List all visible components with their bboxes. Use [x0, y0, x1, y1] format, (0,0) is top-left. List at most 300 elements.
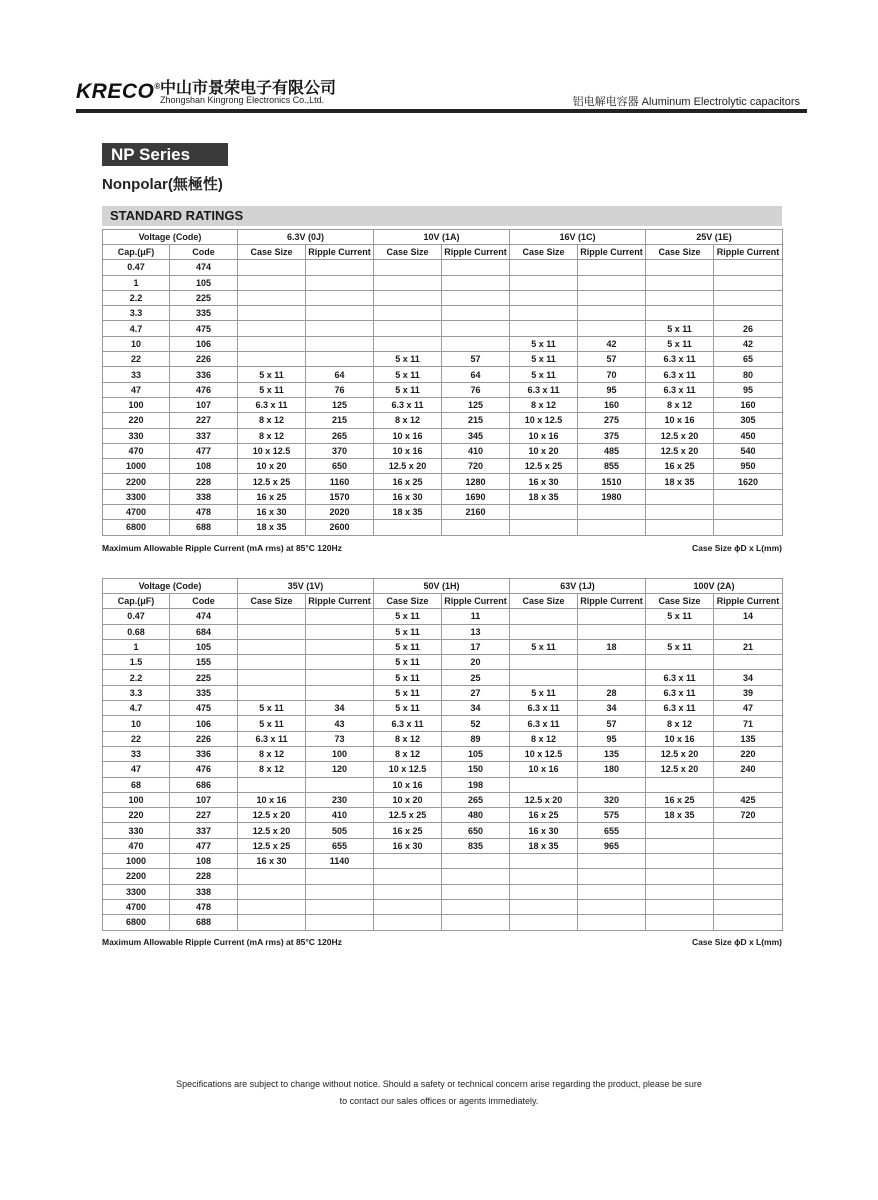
- cap-header: Cap.(μF): [103, 594, 170, 609]
- case-size-cell: 12.5 x 20: [374, 459, 442, 474]
- table-row: [103, 474, 783, 489]
- ripple-current-cell: [714, 838, 783, 853]
- case-size-note: Case Size ϕD x L(mm): [692, 937, 782, 947]
- case-size-cell: 6.3 x 11: [238, 731, 306, 746]
- case-size-cell: 12.5 x 25: [238, 474, 306, 489]
- voltage-header: 63V (1J): [510, 579, 646, 594]
- case-size-cell: 6.3 x 11: [374, 716, 442, 731]
- ripple-current-cell: [578, 670, 646, 685]
- ripple-current-cell: 42: [714, 336, 783, 351]
- ripple-current-cell: [306, 321, 374, 336]
- case-size-cell: 16 x 25: [646, 459, 714, 474]
- ratings-body: [103, 609, 783, 930]
- cap-cell: 2200: [103, 474, 170, 489]
- table-row: [103, 854, 783, 869]
- ripple-current-cell: 1510: [578, 474, 646, 489]
- case-size-cell: [646, 306, 714, 321]
- case-size-cell: [646, 854, 714, 869]
- code-header: Code: [170, 245, 238, 260]
- case-size-cell: 5 x 11: [510, 367, 578, 382]
- case-size-cell: [238, 685, 306, 700]
- code-cell: 225: [170, 290, 238, 305]
- case-size-cell: [238, 290, 306, 305]
- case-size-cell: [238, 336, 306, 351]
- code-cell: 336: [170, 746, 238, 761]
- ripple-current-cell: 950: [714, 459, 783, 474]
- ripple-current-header: Ripple Current: [306, 245, 374, 260]
- case-size-cell: 5 x 11: [238, 716, 306, 731]
- ripple-current-cell: 375: [578, 428, 646, 443]
- case-size-cell: 12.5 x 20: [238, 808, 306, 823]
- case-size-cell: 12.5 x 25: [238, 838, 306, 853]
- ripple-current-cell: [714, 915, 783, 930]
- ripple-current-cell: 57: [578, 352, 646, 367]
- section-heading: STANDARD RATINGS: [102, 206, 782, 226]
- code-cell: 684: [170, 624, 238, 639]
- series-title: NP Series: [102, 143, 228, 166]
- voltage-header: 10V (1A): [374, 230, 510, 245]
- ripple-current-cell: [442, 869, 510, 884]
- ripple-current-cell: [714, 777, 783, 792]
- case-size-cell: [646, 520, 714, 535]
- ripple-current-cell: 835: [442, 838, 510, 853]
- ripple-current-cell: 1280: [442, 474, 510, 489]
- case-size-cell: [374, 884, 442, 899]
- ripple-current-cell: [714, 884, 783, 899]
- code-cell: 477: [170, 838, 238, 853]
- ripple-current-cell: [442, 915, 510, 930]
- cap-cell: 6800: [103, 520, 170, 535]
- ripple-current-cell: 17: [442, 639, 510, 654]
- ripple-current-cell: [442, 290, 510, 305]
- ripple-current-cell: [306, 639, 374, 654]
- cap-cell: 33: [103, 367, 170, 382]
- cap-cell: 33: [103, 746, 170, 761]
- ripple-current-cell: 965: [578, 838, 646, 853]
- disclaimer-line-2: to contact our sales offices or agents immediately.: [339, 1096, 539, 1106]
- code-cell: 228: [170, 474, 238, 489]
- company-name-cn: 中山市景荣电子有限公司: [160, 80, 337, 97]
- ripple-current-cell: 265: [442, 792, 510, 807]
- ripple-current-cell: 65: [714, 352, 783, 367]
- code-cell: 337: [170, 428, 238, 443]
- case-size-header: Case Size: [374, 594, 442, 609]
- ripple-current-cell: 1160: [306, 474, 374, 489]
- ripple-current-cell: 450: [714, 428, 783, 443]
- ripple-current-cell: [714, 306, 783, 321]
- ripple-current-cell: [442, 260, 510, 275]
- table-row: [103, 520, 783, 535]
- code-cell: 688: [170, 520, 238, 535]
- ripple-current-cell: 76: [306, 382, 374, 397]
- case-size-cell: [238, 306, 306, 321]
- voltage-code-header: Voltage (Code): [103, 230, 238, 245]
- case-size-cell: [374, 275, 442, 290]
- ripple-current-cell: 540: [714, 443, 783, 458]
- table-row: [103, 915, 783, 930]
- case-size-header: Case Size: [646, 594, 714, 609]
- ripple-current-cell: [714, 489, 783, 504]
- ripple-current-cell: 14: [714, 609, 783, 624]
- case-size-cell: [374, 915, 442, 930]
- code-cell: 106: [170, 716, 238, 731]
- table-row: [103, 505, 783, 520]
- case-size-cell: 10 x 20: [374, 792, 442, 807]
- case-size-cell: 16 x 30: [374, 838, 442, 853]
- case-size-cell: [238, 260, 306, 275]
- case-size-cell: 5 x 11: [238, 382, 306, 397]
- case-size-header: Case Size: [510, 594, 578, 609]
- case-size-cell: 8 x 12: [646, 397, 714, 412]
- ripple-current-cell: 95: [578, 382, 646, 397]
- ripple-current-cell: 320: [578, 792, 646, 807]
- ripple-current-cell: 43: [306, 716, 374, 731]
- ripple-current-cell: 1690: [442, 489, 510, 504]
- case-size-cell: [238, 609, 306, 624]
- case-size-cell: [238, 624, 306, 639]
- ripple-current-cell: 305: [714, 413, 783, 428]
- cap-cell: 1: [103, 639, 170, 654]
- ripple-current-cell: 650: [442, 823, 510, 838]
- table-row: [103, 275, 783, 290]
- case-size-cell: 10 x 12.5: [238, 443, 306, 458]
- ripple-current-cell: [442, 854, 510, 869]
- ripple-current-cell: 160: [714, 397, 783, 412]
- cap-cell: 0.68: [103, 624, 170, 639]
- code-cell: 226: [170, 352, 238, 367]
- ripple-current-cell: 70: [578, 367, 646, 382]
- code-cell: 478: [170, 899, 238, 914]
- case-size-cell: [510, 260, 578, 275]
- case-size-cell: [510, 854, 578, 869]
- code-cell: 228: [170, 869, 238, 884]
- ripple-current-cell: 215: [442, 413, 510, 428]
- ripple-current-cell: [578, 777, 646, 792]
- case-size-cell: [510, 899, 578, 914]
- ripple-current-cell: 220: [714, 746, 783, 761]
- ripple-current-cell: 1620: [714, 474, 783, 489]
- case-size-cell: 16 x 30: [374, 489, 442, 504]
- page-header: [76, 74, 806, 114]
- cap-cell: 3300: [103, 884, 170, 899]
- case-size-cell: 18 x 35: [510, 838, 578, 853]
- case-size-header: Case Size: [238, 245, 306, 260]
- disclaimer-line-1: Specifications are subject to change without notice. Should a safety or technical concern arise regarding the product, please be sure: [176, 1079, 702, 1089]
- cap-cell: 4.7: [103, 321, 170, 336]
- case-size-cell: 6.3 x 11: [646, 352, 714, 367]
- case-size-cell: 12.5 x 20: [646, 443, 714, 458]
- cap-cell: 100: [103, 397, 170, 412]
- code-cell: 227: [170, 413, 238, 428]
- ripple-current-cell: 26: [714, 321, 783, 336]
- ripple-note: Maximum Allowable Ripple Current (mA rms) at 85°C 120Hz: [102, 937, 342, 947]
- ripple-current-cell: [306, 869, 374, 884]
- case-size-cell: 18 x 35: [374, 505, 442, 520]
- ripple-current-cell: [714, 505, 783, 520]
- series-subtitle: Nonpolar(無極性): [102, 176, 223, 193]
- table-row: [103, 428, 783, 443]
- ripple-note: Maximum Allowable Ripple Current (mA rms) at 85°C 120Hz: [102, 543, 342, 553]
- case-size-cell: [510, 670, 578, 685]
- table-row: [103, 260, 783, 275]
- ripple-current-header: Ripple Current: [306, 594, 374, 609]
- case-size-cell: [238, 321, 306, 336]
- ripple-current-cell: 655: [578, 823, 646, 838]
- code-cell: 155: [170, 655, 238, 670]
- case-size-cell: 5 x 11: [374, 685, 442, 700]
- case-size-cell: 10 x 12.5: [374, 762, 442, 777]
- case-size-cell: 18 x 35: [510, 489, 578, 504]
- case-size-cell: [374, 321, 442, 336]
- table-row: [103, 443, 783, 458]
- ripple-current-cell: 80: [714, 367, 783, 382]
- ripple-current-cell: 135: [578, 746, 646, 761]
- ripple-current-cell: 720: [714, 808, 783, 823]
- ripple-current-cell: [306, 290, 374, 305]
- ripple-current-cell: [306, 260, 374, 275]
- ripple-current-cell: 39: [714, 685, 783, 700]
- case-size-cell: 8 x 12: [646, 716, 714, 731]
- case-size-cell: 5 x 11: [510, 685, 578, 700]
- case-size-cell: [510, 915, 578, 930]
- case-size-cell: 5 x 11: [646, 639, 714, 654]
- ripple-current-cell: 2160: [442, 505, 510, 520]
- ripple-current-cell: 47: [714, 701, 783, 716]
- ripple-current-cell: [714, 260, 783, 275]
- case-size-cell: [374, 290, 442, 305]
- ripple-current-cell: [442, 275, 510, 290]
- case-size-cell: 12.5 x 20: [646, 746, 714, 761]
- cap-cell: 4700: [103, 899, 170, 914]
- ripple-current-cell: 425: [714, 792, 783, 807]
- case-size-cell: 10 x 16: [374, 777, 442, 792]
- case-size-cell: [510, 624, 578, 639]
- ripple-current-cell: 240: [714, 762, 783, 777]
- ripple-current-cell: [578, 275, 646, 290]
- ripple-current-cell: [306, 306, 374, 321]
- ripple-current-cell: 275: [578, 413, 646, 428]
- code-header: Code: [170, 594, 238, 609]
- case-size-header: Case Size: [374, 245, 442, 260]
- case-size-cell: 5 x 11: [374, 670, 442, 685]
- case-size-cell: 8 x 12: [374, 731, 442, 746]
- cap-cell: 68: [103, 777, 170, 792]
- case-size-cell: 5 x 11: [374, 639, 442, 654]
- case-size-cell: 10 x 16: [374, 443, 442, 458]
- ripple-current-cell: 575: [578, 808, 646, 823]
- ripple-current-cell: 345: [442, 428, 510, 443]
- table-row: [103, 670, 783, 685]
- ripple-current-cell: 34: [714, 670, 783, 685]
- code-cell: 474: [170, 609, 238, 624]
- ripple-current-cell: 71: [714, 716, 783, 731]
- code-cell: 108: [170, 854, 238, 869]
- case-size-cell: [646, 899, 714, 914]
- case-size-cell: [510, 505, 578, 520]
- case-size-cell: 12.5 x 20: [646, 428, 714, 443]
- code-cell: 225: [170, 670, 238, 685]
- ripple-current-cell: 720: [442, 459, 510, 474]
- ripple-current-cell: 2020: [306, 505, 374, 520]
- table-row: [103, 808, 783, 823]
- cap-cell: 470: [103, 838, 170, 853]
- table-row: [103, 336, 783, 351]
- ripple-current-cell: [578, 655, 646, 670]
- ripple-current-cell: [306, 915, 374, 930]
- table-row: [103, 869, 783, 884]
- table-row: [103, 397, 783, 412]
- case-size-cell: 8 x 12: [510, 397, 578, 412]
- ripple-current-cell: [578, 915, 646, 930]
- case-size-cell: [646, 260, 714, 275]
- ripple-current-cell: 34: [578, 701, 646, 716]
- cap-cell: 2.2: [103, 670, 170, 685]
- ripple-current-cell: [306, 685, 374, 700]
- ripple-current-cell: 215: [306, 413, 374, 428]
- cap-header: Cap.(μF): [103, 245, 170, 260]
- ripple-current-cell: 505: [306, 823, 374, 838]
- ripple-current-cell: [578, 306, 646, 321]
- case-size-cell: [374, 336, 442, 351]
- table-row: [103, 777, 783, 792]
- case-size-cell: 8 x 12: [238, 746, 306, 761]
- cap-cell: 1000: [103, 459, 170, 474]
- case-size-cell: [510, 306, 578, 321]
- ripple-current-cell: [442, 520, 510, 535]
- case-size-cell: 5 x 11: [510, 336, 578, 351]
- cap-cell: 6800: [103, 915, 170, 930]
- code-cell: 227: [170, 808, 238, 823]
- cap-cell: 330: [103, 823, 170, 838]
- case-size-cell: [510, 609, 578, 624]
- voltage-code-header: Voltage (Code): [103, 579, 238, 594]
- code-cell: 338: [170, 489, 238, 504]
- ripple-current-cell: [714, 520, 783, 535]
- ripple-current-cell: [442, 884, 510, 899]
- ripple-current-cell: 370: [306, 443, 374, 458]
- case-size-cell: 10 x 12.5: [510, 413, 578, 428]
- case-size-cell: 5 x 11: [510, 639, 578, 654]
- cap-cell: 2.2: [103, 290, 170, 305]
- code-cell: 688: [170, 915, 238, 930]
- case-size-cell: 8 x 12: [510, 731, 578, 746]
- case-size-cell: [510, 290, 578, 305]
- table-row: [103, 367, 783, 382]
- case-size-cell: [646, 915, 714, 930]
- ripple-current-cell: [306, 899, 374, 914]
- case-size-cell: [238, 275, 306, 290]
- ripple-current-cell: [578, 624, 646, 639]
- ratings-body: [103, 260, 783, 535]
- product-category: 铝电解电容器 Aluminum Electrolytic capacitors: [572, 96, 800, 108]
- case-size-cell: 6.3 x 11: [238, 397, 306, 412]
- case-size-cell: 18 x 35: [238, 520, 306, 535]
- code-cell: 105: [170, 639, 238, 654]
- table-row: [103, 838, 783, 853]
- case-size-cell: 10 x 12.5: [510, 746, 578, 761]
- ripple-current-cell: [714, 899, 783, 914]
- ripple-current-header: Ripple Current: [442, 594, 510, 609]
- cap-cell: 22: [103, 352, 170, 367]
- case-size-cell: [374, 899, 442, 914]
- case-size-cell: 10 x 16: [510, 762, 578, 777]
- cap-cell: 47: [103, 382, 170, 397]
- ripple-current-cell: 64: [306, 367, 374, 382]
- case-size-cell: 6.3 x 11: [646, 701, 714, 716]
- case-size-cell: 8 x 12: [374, 746, 442, 761]
- case-size-cell: 16 x 25: [510, 808, 578, 823]
- ripple-current-cell: [714, 823, 783, 838]
- ripple-current-cell: 410: [306, 808, 374, 823]
- ripple-current-cell: 64: [442, 367, 510, 382]
- ripple-current-cell: [578, 505, 646, 520]
- case-size-cell: [374, 520, 442, 535]
- case-size-cell: 10 x 20: [238, 459, 306, 474]
- case-size-cell: 16 x 25: [374, 474, 442, 489]
- case-size-cell: [238, 777, 306, 792]
- code-cell: 335: [170, 685, 238, 700]
- case-size-cell: 6.3 x 11: [510, 716, 578, 731]
- code-cell: 335: [170, 306, 238, 321]
- voltage-header: 50V (1H): [374, 579, 510, 594]
- case-size-cell: 10 x 16: [510, 428, 578, 443]
- ripple-current-cell: 11: [442, 609, 510, 624]
- code-cell: 338: [170, 884, 238, 899]
- case-size-cell: 18 x 35: [646, 808, 714, 823]
- table-row: [103, 792, 783, 807]
- case-size-cell: [510, 275, 578, 290]
- code-cell: 226: [170, 731, 238, 746]
- case-size-cell: [646, 624, 714, 639]
- code-cell: 686: [170, 777, 238, 792]
- case-size-cell: 16 x 30: [510, 474, 578, 489]
- case-size-cell: 6.3 x 11: [646, 670, 714, 685]
- ripple-current-cell: [578, 290, 646, 305]
- ripple-current-cell: 160: [578, 397, 646, 412]
- table-row: [103, 685, 783, 700]
- case-size-cell: [374, 306, 442, 321]
- case-size-cell: 10 x 16: [646, 413, 714, 428]
- ripple-current-cell: 18: [578, 639, 646, 654]
- ripple-current-cell: 1570: [306, 489, 374, 504]
- ripple-current-cell: 480: [442, 808, 510, 823]
- case-size-cell: [238, 639, 306, 654]
- ripple-current-cell: 76: [442, 382, 510, 397]
- ripple-current-cell: 180: [578, 762, 646, 777]
- table-row: [103, 413, 783, 428]
- case-size-cell: [646, 290, 714, 305]
- ripple-current-cell: 57: [578, 716, 646, 731]
- cap-cell: 0.47: [103, 260, 170, 275]
- ripple-current-cell: 95: [714, 382, 783, 397]
- case-size-cell: [238, 899, 306, 914]
- case-size-cell: 12.5 x 20: [238, 823, 306, 838]
- ripple-current-cell: 150: [442, 762, 510, 777]
- case-size-cell: 12.5 x 20: [646, 762, 714, 777]
- cap-cell: 3.3: [103, 306, 170, 321]
- case-size-cell: 6.3 x 11: [646, 382, 714, 397]
- ripple-current-cell: 855: [578, 459, 646, 474]
- ratings-table-high-voltage: [102, 578, 783, 931]
- code-cell: 106: [170, 336, 238, 351]
- case-size-cell: [510, 884, 578, 899]
- ripple-current-cell: 27: [442, 685, 510, 700]
- voltage-header: 16V (1C): [510, 230, 646, 245]
- table-row: [103, 459, 783, 474]
- ripple-current-cell: [714, 854, 783, 869]
- ripple-current-header: Ripple Current: [578, 594, 646, 609]
- case-size-cell: [374, 854, 442, 869]
